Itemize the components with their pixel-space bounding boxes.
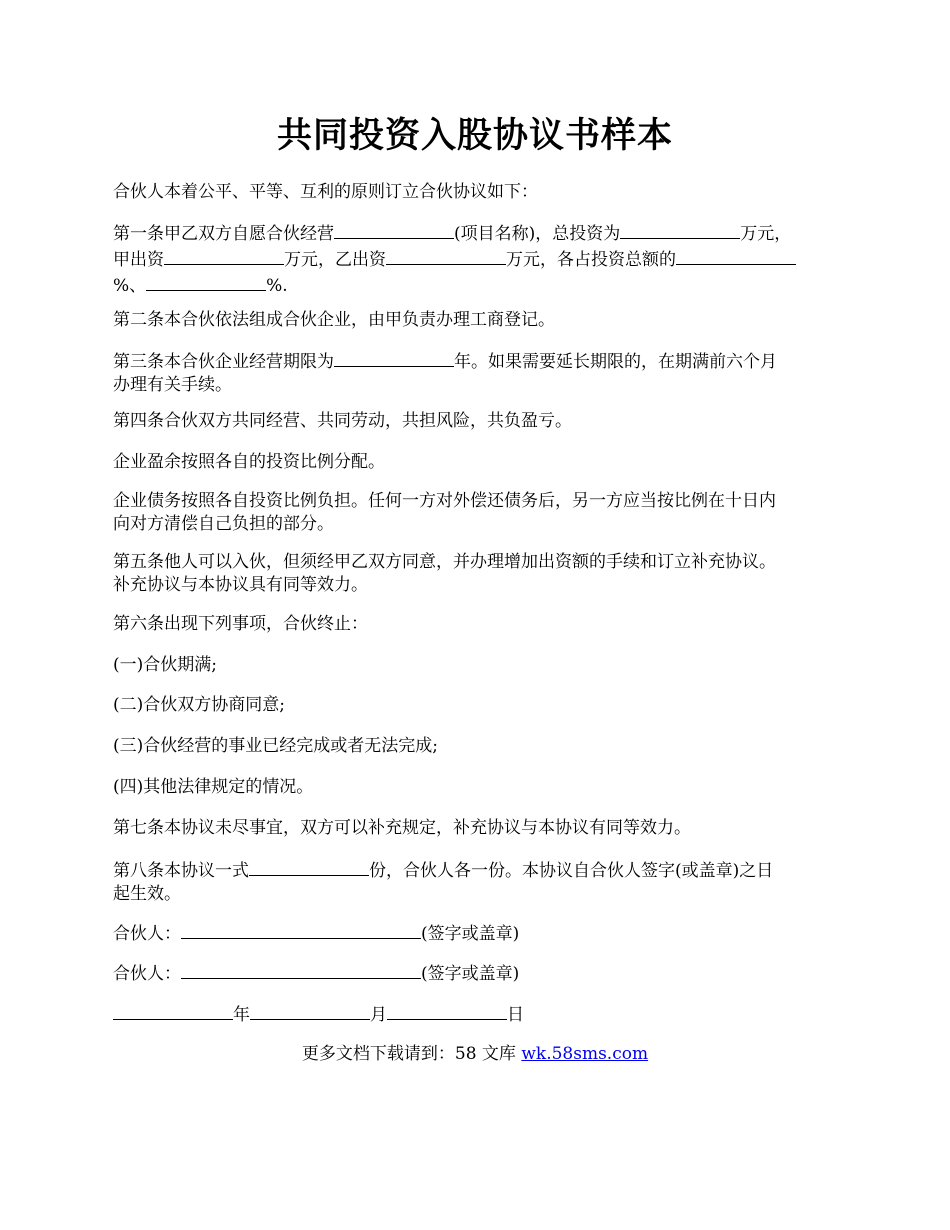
- article-8-text-a: 第八条本协议一式: [113, 861, 249, 881]
- day-label: 日: [507, 1005, 524, 1025]
- article-7: 第七条本协议未尽事宜，双方可以补充规定，补充协议与本协议有同等效力。: [113, 818, 691, 838]
- article-5-text-a: 第五条他人可以入伙，但须经甲乙双方同意，并办理增加出资额的手续和订立补充协议。: [113, 552, 776, 572]
- day-blank: [387, 1001, 507, 1020]
- term-years-blank: [334, 348, 454, 367]
- list-item: (四)其他法律规定的情况。: [113, 777, 314, 797]
- document-title: 共同投资入股协议书样本: [276, 115, 673, 156]
- list-item: (二)合伙双方协商同意;: [113, 695, 285, 715]
- partner-label: 合伙人：: [113, 964, 181, 984]
- copies-blank: [249, 857, 369, 876]
- article-1: [113, 220, 843, 298]
- list-item: (三)合伙经营的事业已经完成或者无法完成;: [113, 736, 438, 756]
- party-a-investment-blank: [164, 246, 284, 265]
- list-item: (一)合伙期满;: [113, 655, 217, 675]
- article-1-text-g: %、: [113, 276, 147, 296]
- debt-text-a: 企业债务按照各自投资比例负担。任何一方对外偿还债务后，另一方应当按比例在十日内: [113, 491, 776, 511]
- signature-line-2: [113, 960, 843, 986]
- article-5-text-b: 补充协议与本协议具有同等效力。: [113, 575, 368, 595]
- date-line: [113, 1001, 843, 1027]
- article-3-text-b: 年。如果需要延长期限的，在期满前六个月: [454, 352, 777, 372]
- profit-paragraph: 企业盈余按照各自的投资比例分配。: [113, 452, 385, 472]
- debt-text-b: 向对方清偿自己负担的部分。: [113, 514, 334, 534]
- article-6: 第六条出现下列事项，合伙终止：: [113, 614, 368, 634]
- signature-blank: [181, 960, 421, 979]
- article-8-text-c: 起生效。: [113, 884, 181, 904]
- article-1-text-e: 万元，乙出资: [284, 250, 386, 270]
- intro-paragraph: 合伙人本着公平、平等、互利的原则订立合伙协议如下：: [113, 182, 538, 202]
- party-a-share-blank: [676, 246, 796, 265]
- month-label: 月: [370, 1005, 387, 1025]
- article-1-text-h: %.: [266, 276, 288, 296]
- article-3-text-c: 办理有关手续。: [113, 375, 232, 395]
- signature-blank: [181, 920, 421, 939]
- article-1-text-a: 第一条甲乙双方自愿合伙经营: [113, 224, 334, 244]
- party-b-investment-blank: [386, 246, 506, 265]
- article-3: [113, 348, 843, 397]
- debt-paragraph: [113, 490, 843, 536]
- partner-label: 合伙人：: [113, 924, 181, 944]
- article-1-text-d: 甲出资: [113, 250, 164, 270]
- article-1-text-c: 万元，: [740, 224, 792, 244]
- signature-line-1: [113, 920, 843, 946]
- article-8-text-b: 份，合伙人各一份。本协议自合伙人签字(或盖章)之日: [369, 861, 774, 881]
- article-1-text-f: 万元，各占投资总额的: [506, 250, 676, 270]
- article-4: 第四条合伙双方共同经营、共同劳动，共担风险，共负盈亏。: [113, 411, 572, 431]
- month-blank: [250, 1001, 370, 1020]
- article-1-text-b: (项目名称)，总投资为: [454, 224, 621, 244]
- year-label: 年: [233, 1005, 250, 1025]
- footer-link[interactable]: wk.58sms.com: [521, 1044, 649, 1064]
- footer: [0, 1043, 950, 1066]
- total-investment-blank: [620, 220, 740, 239]
- party-b-share-blank: [146, 272, 266, 291]
- article-5: [113, 551, 843, 597]
- article-8: [113, 857, 843, 906]
- footer-text: 更多文档下载请到：58 文库: [301, 1044, 522, 1064]
- year-blank: [113, 1001, 233, 1020]
- article-2: 第二条本合伙依法组成合伙企业，由甲负责办理工商登记。: [113, 310, 555, 330]
- signature-note: (签字或盖章): [421, 924, 520, 944]
- article-3-text-a: 第三条本合伙企业经营期限为: [113, 352, 334, 372]
- signature-note: (签字或盖章): [421, 964, 520, 984]
- project-name-blank: [334, 220, 454, 239]
